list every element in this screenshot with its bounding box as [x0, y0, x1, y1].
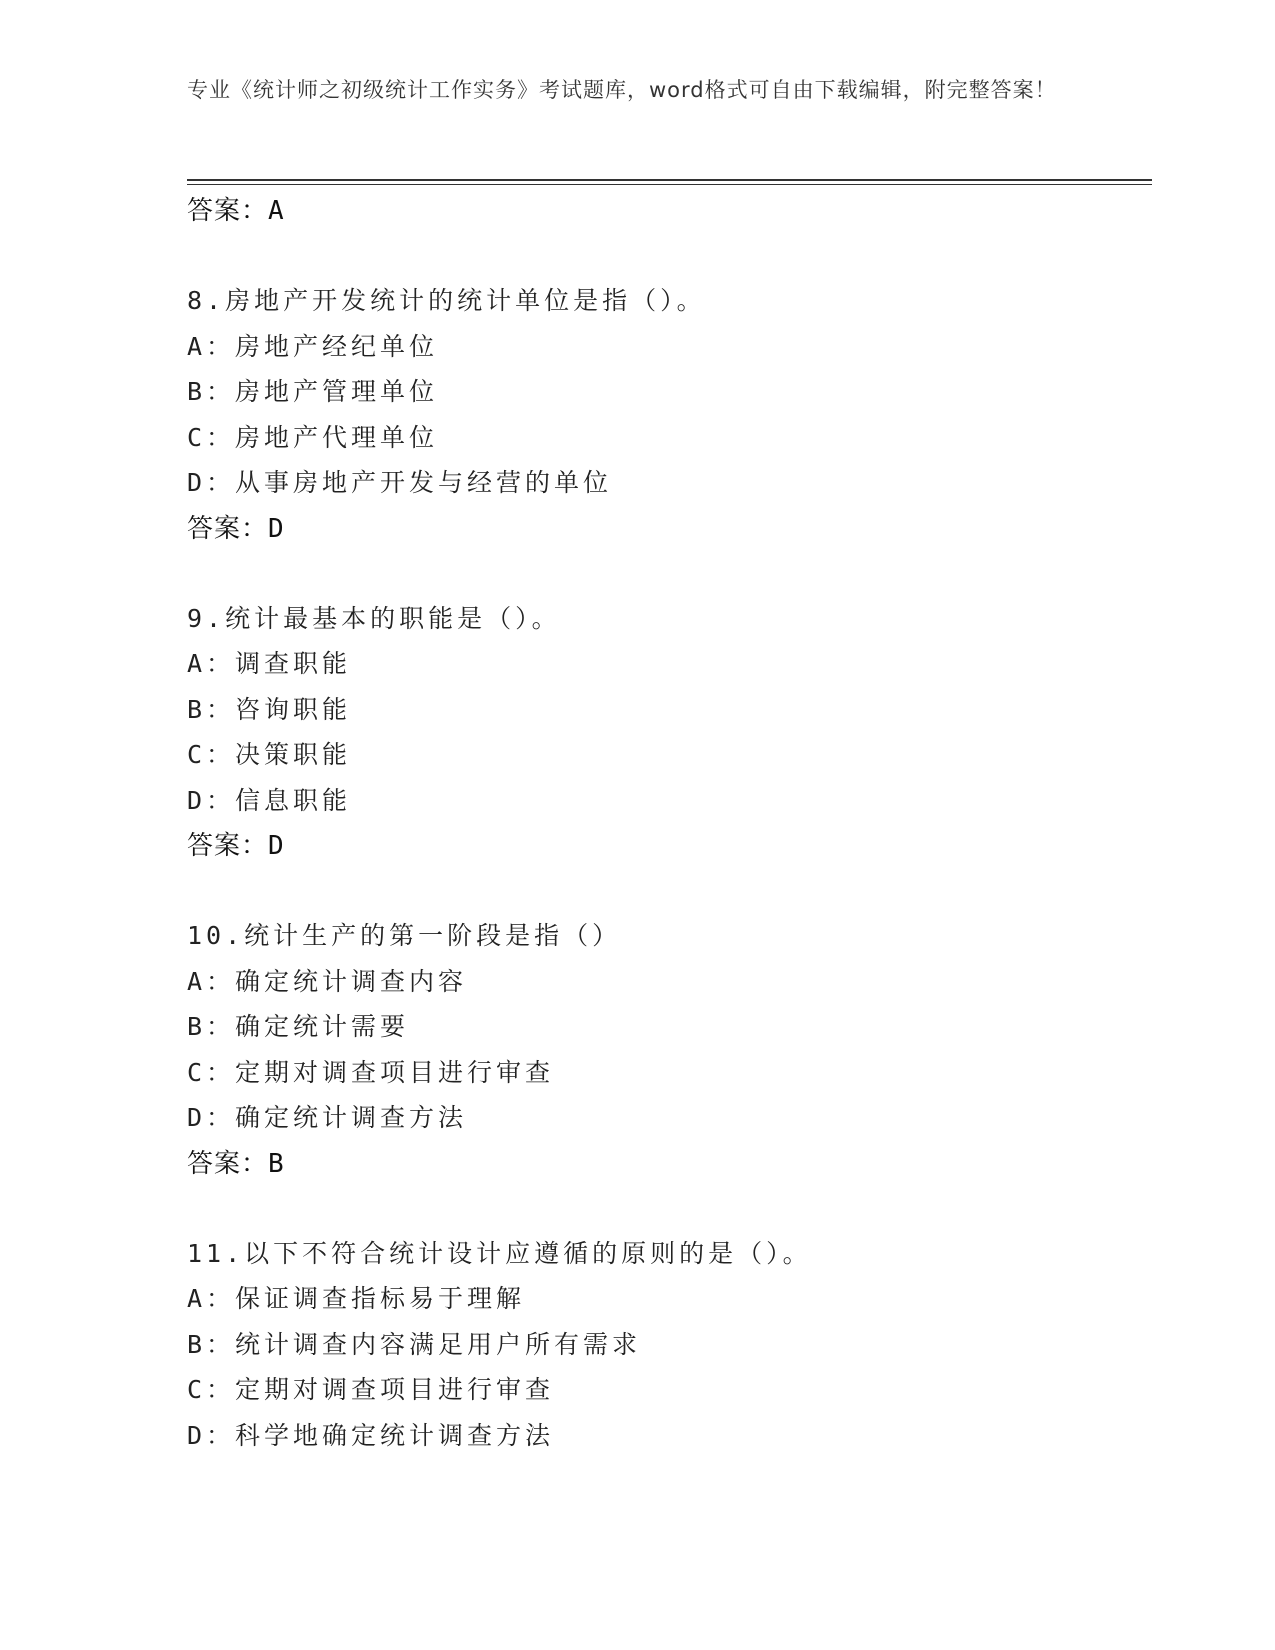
question-8: [187, 278, 1147, 552]
option-b: B：确定统计需要: [187, 1012, 410, 1041]
option-a: A：房地产经纪单位: [187, 331, 439, 361]
option-a: A：确定统计调查内容: [187, 966, 468, 996]
option-c: C：决策职能: [187, 740, 352, 769]
answer-label: 答案：: [187, 1148, 269, 1179]
document-header: 专业《统计师之初级统计工作实务》考试题库，word格式可自由下载编辑，附完整答案！: [187, 78, 1057, 102]
answer-line: [187, 1141, 1147, 1187]
answer-value: A: [268, 196, 285, 226]
option-b: B：咨询职能: [187, 694, 352, 724]
header-divider-thin: [187, 184, 1152, 185]
question-stem: 10.统计生产的第一阶段是指（）: [187, 921, 622, 950]
answer-label: 答案：: [187, 196, 269, 226]
option-d: D：确定统计调查方法: [187, 1103, 468, 1132]
answer-value: D: [268, 513, 285, 544]
option-b: B：房地产管理单位: [187, 377, 439, 406]
answer-value: B: [268, 1148, 285, 1179]
option-d: D：从事房地产开发与经营的单位: [187, 468, 613, 497]
option-a: A：调查职能: [187, 649, 352, 678]
answer-line: [187, 506, 1147, 552]
question-11: [187, 1231, 1147, 1459]
question-10: [187, 913, 1147, 1187]
option-d: D：科学地确定统计调查方法: [187, 1420, 555, 1450]
option-d: D：信息职能: [187, 785, 352, 815]
answer-value: D: [268, 831, 285, 861]
option-c: C：房地产代理单位: [187, 422, 439, 452]
answer-line: [187, 188, 1147, 234]
question-list: [187, 188, 1147, 1458]
option-a: A：保证调查指标易于理解: [187, 1284, 526, 1313]
option-c: C：定期对调查项目进行审查: [187, 1375, 555, 1404]
answer-label: 答案：: [187, 513, 269, 544]
option-c: C：定期对调查项目进行审查: [187, 1057, 555, 1087]
header-divider-thick: [187, 179, 1152, 181]
question-stem: 9.统计最基本的职能是（）。: [187, 603, 561, 633]
answer-label: 答案：: [187, 831, 269, 861]
option-b: B：统计调查内容满足用户所有需求: [187, 1329, 642, 1359]
question-9: [187, 596, 1147, 870]
answer-line: [187, 823, 1147, 869]
question-stem: 11.以下不符合统计设计应遵循的原则的是（）。: [187, 1238, 812, 1268]
question-stem: 8.房地产开发统计的统计单位是指（）。: [187, 286, 706, 315]
